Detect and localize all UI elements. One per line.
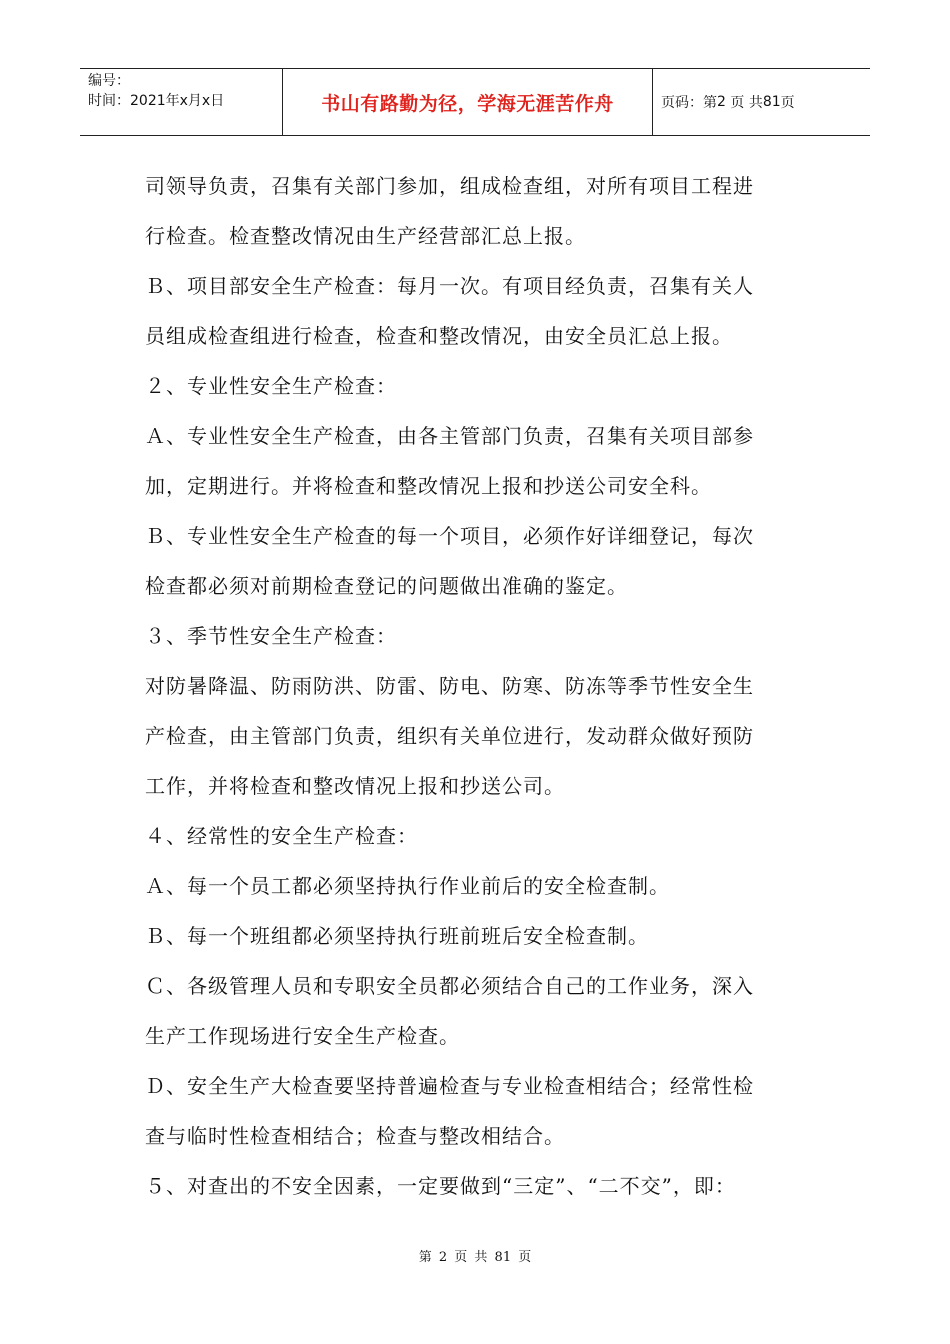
body-line: 加，定期进行。并将检查和整改情况上报和抄送公司安全科。: [145, 474, 712, 498]
body-line: ２、专业性安全生产检查：: [145, 374, 397, 398]
page-current: 2: [717, 94, 726, 110]
page-suffix: 页: [780, 95, 795, 111]
header-info-cell: [80, 69, 283, 135]
body-line: 生产工作现场进行安全生产检查。: [145, 1024, 460, 1048]
body-line: 司领导负责，召集有关部门参加，组成检查组，对所有项目工程进: [145, 174, 754, 198]
body-line: 对防暑降温、防雨防洪、防雷、防电、防寒、防冻等季节性安全生: [145, 674, 754, 698]
header-page-indicator: [653, 69, 870, 135]
page-footer: 第 2 页 共 81 页: [418, 1250, 532, 1265]
page-mid: 页 共: [730, 95, 763, 111]
body-line: ５、对查出的不安全因素，一定要做到“三定”、“二不交”，即：: [145, 1174, 736, 1198]
document-body: [145, 161, 810, 1211]
body-line: Ｂ、项目部安全生产检查：每月一次。有项目经负责，召集有关人: [145, 274, 754, 298]
body-line: ４、经常性的安全生产检查：: [145, 824, 418, 848]
header-motto: 书山有路勤为径，学海无涯苦作舟: [283, 69, 653, 135]
body-line: 工作，并将检查和整改情况上报和抄送公司。: [145, 774, 565, 798]
body-line: 行检查。检查整改情况由生产经营部汇总上报。: [145, 224, 586, 248]
body-line: 查与临时性检查相结合；检查与整改相结合。: [145, 1124, 565, 1148]
number-label: 编号：: [88, 73, 130, 89]
page-header: [80, 68, 870, 136]
time-label: 时间：2021年x月x日: [88, 93, 225, 109]
page-total: 81: [762, 94, 781, 110]
body-line: 产检查，由主管部门负责，组织有关单位进行，发动群众做好预防: [145, 724, 754, 748]
body-line: Ａ、专业性安全生产检查，由各主管部门负责，召集有关项目部参: [145, 424, 754, 448]
body-line: Ｃ、各级管理人员和专职安全员都必须结合自己的工作业务，深入: [145, 974, 754, 998]
body-line: Ｂ、专业性安全生产检查的每一个项目，必须作好详细登记，每次: [145, 524, 754, 548]
page-prefix: 页码：第: [661, 95, 717, 111]
body-line: Ａ、每一个员工都必须坚持执行作业前后的安全检查制。: [145, 874, 670, 898]
body-line: Ｂ、每一个班组都必须坚持执行班前班后安全检查制。: [145, 924, 649, 948]
body-line: Ｄ、安全生产大检查要坚持普遍检查与专业检查相结合；经常性检: [145, 1074, 754, 1098]
body-line: ３、季节性安全生产检查：: [145, 624, 397, 648]
body-line: 检查都必须对前期检查登记的问题做出准确的鉴定。: [145, 574, 628, 598]
body-line: 员组成检查组进行检查，检查和整改情况，由安全员汇总上报。: [145, 324, 733, 348]
